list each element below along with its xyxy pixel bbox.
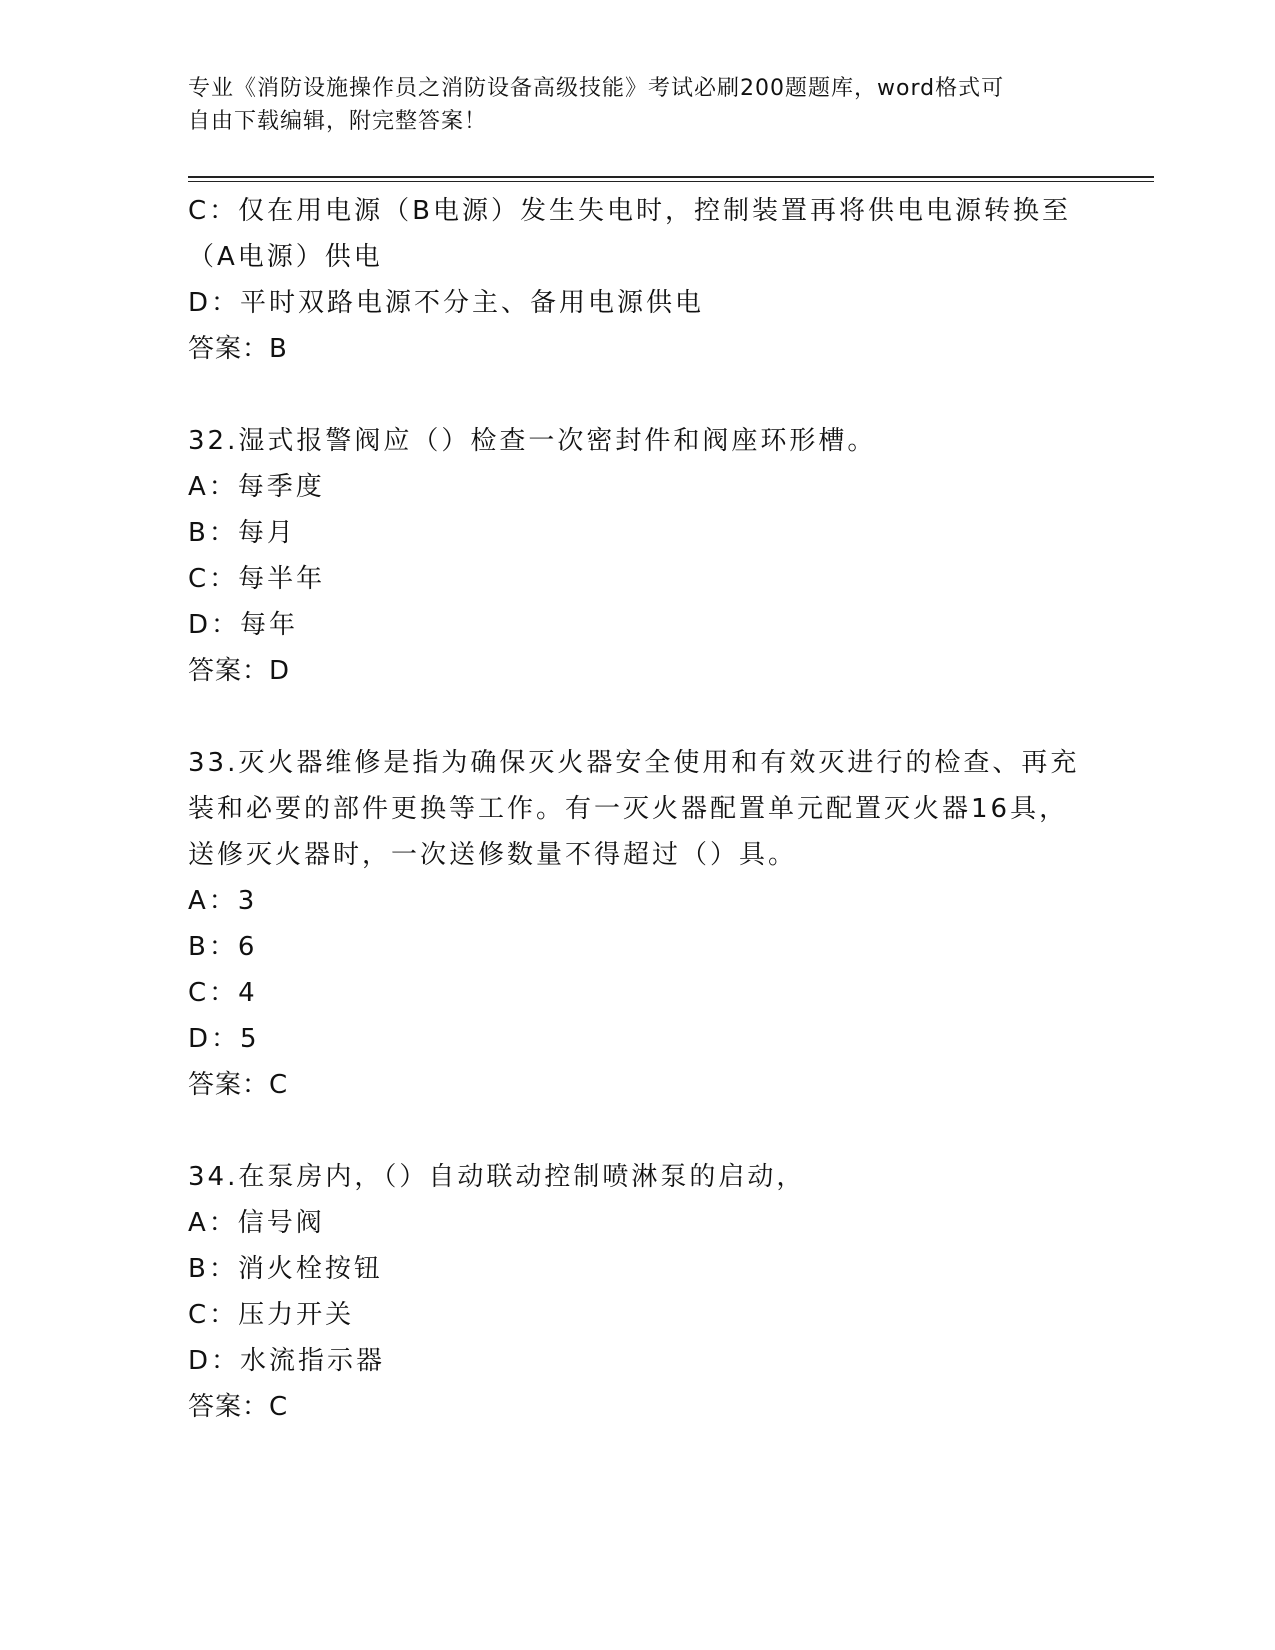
option-c: C：仅在用电源（B电源）发生失电时，控制装置再将供电电源转换至 xyxy=(188,196,1071,226)
question-stem: 32.湿式报警阀应（）检查一次密封件和阀座环形槽。 xyxy=(188,426,877,456)
answer: 答案：C xyxy=(188,1392,289,1422)
option-a: A：信号阀 xyxy=(188,1208,325,1238)
header-divider-thin xyxy=(188,181,1154,182)
question-stem-continued: 装和必要的部件更换等工作。有一灭火器配置单元配置灭火器16具， xyxy=(188,794,1069,824)
question-stem: 34.在泵房内，（）自动联动控制喷淋泵的启动， xyxy=(188,1162,806,1192)
option-c: C：每半年 xyxy=(188,564,326,594)
question-33 xyxy=(188,740,1088,1108)
option-d: D：平时双路电源不分主、备用电源供电 xyxy=(188,288,705,318)
option-a: A：每季度 xyxy=(188,472,325,502)
option-b: B：每月 xyxy=(188,518,296,548)
option-c: C：4 xyxy=(188,978,258,1008)
option-d: D：每年 xyxy=(188,610,299,640)
option-a: A：3 xyxy=(188,886,258,916)
question-31-continued xyxy=(188,188,1088,372)
answer: 答案：D xyxy=(188,656,291,686)
answer: 答案：C xyxy=(188,1070,289,1100)
question-stem: 33.灭火器维修是指为确保灭火器安全使用和有效灭进行的检查、再充 xyxy=(188,748,1080,778)
option-b: B：消火栓按钮 xyxy=(188,1254,383,1284)
question-34 xyxy=(188,1154,1088,1430)
header-line-1: 专业《消防设施操作员之消防设备高级技能》考试必刷200题题库，word格式可 xyxy=(188,76,1005,101)
header-line-2: 自由下载编辑，附完整答案！ xyxy=(188,109,488,134)
header-divider-thick xyxy=(188,176,1154,178)
option-d: D：水流指示器 xyxy=(188,1346,386,1376)
option-b: B：6 xyxy=(188,932,258,962)
option-c-continued: （A电源）供电 xyxy=(188,242,383,272)
answer: 答案：B xyxy=(188,334,288,364)
question-32 xyxy=(188,418,1088,694)
question-list xyxy=(188,188,1088,1430)
option-c: C：压力开关 xyxy=(188,1300,355,1330)
question-stem-continued: 送修灭火器时，一次送修数量不得超过（）具。 xyxy=(188,840,798,870)
document-header xyxy=(188,72,1068,138)
option-d: D：5 xyxy=(188,1024,260,1054)
